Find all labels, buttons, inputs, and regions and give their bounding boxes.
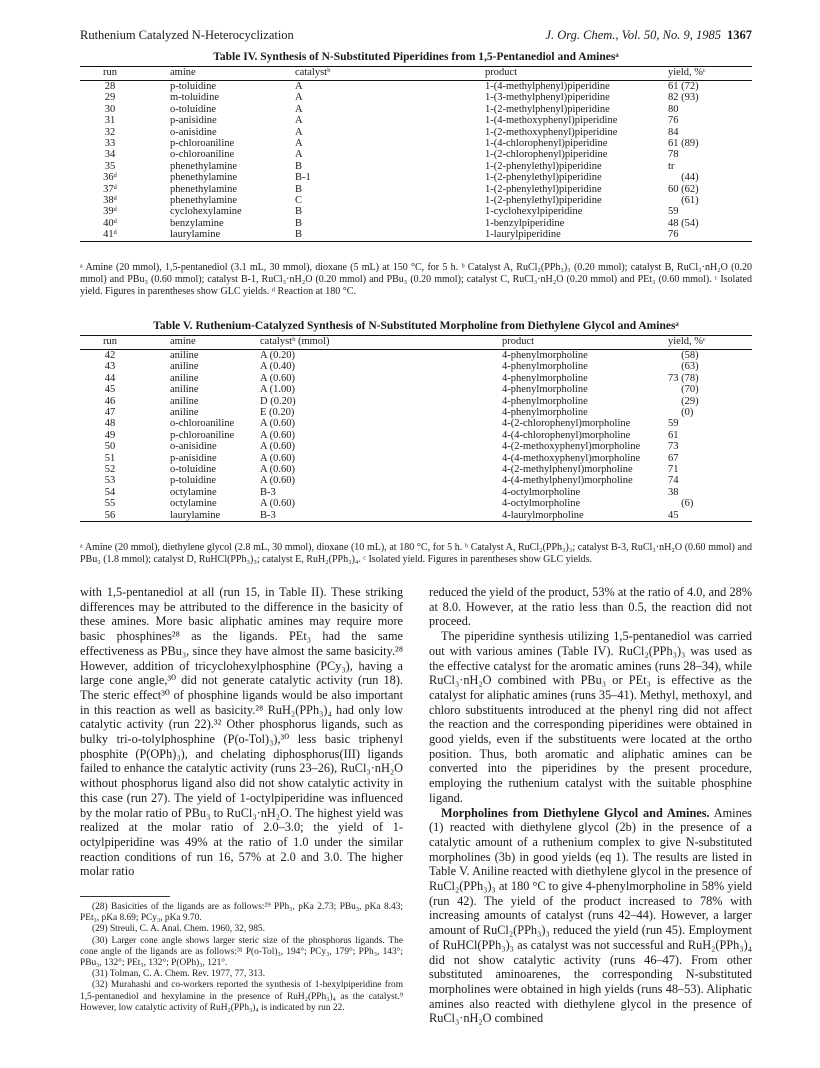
amine-cell: phenethylamine [170, 183, 238, 195]
amine-cell: p-toluidine [170, 81, 217, 92]
product-cell: 1-(4-methylphenyl)piperidine [485, 81, 610, 92]
amine-cell: aniline [170, 350, 199, 361]
table5-row [80, 453, 752, 464]
table4-row [80, 195, 752, 206]
reference-31: (31) Tolman, C. A. Chem. Rev. 1977, 77, 313. [92, 969, 266, 980]
run-cell: 47 [104, 407, 116, 419]
run-cell: 43 [104, 361, 116, 373]
table5-header-product: product [432, 336, 650, 350]
table5-row [80, 384, 752, 395]
product-cell: 1-(4-methoxyphenyl)piperidine [485, 115, 618, 127]
right-paragraph-3-text: Amines (1) reacted with diethylene glycol (2b) in the presence of a catalytic amount of a ruthenium complex to give N-substituted morpholines (3b) in good yields (eq 1). The results are listed in Table V. Aniline reacted with diethylene glycol in the presence of RuCl₂(PPh₃)₃ at 180 °C to give 4-phenylmorpholine in 58% yield (run 42). The yield of the product increased to 78% with increasing amounts of catalyst (runs 42–44). However, a larger amount of RuCl₂(PPh₃)₃ reduced the yield (run 45). Employment of RuHCl(PPh₃)₃ as catalyst was not successful and RuH₂(PPh₃)₄ did not show catalytic activity (runs 46–47). From other substituted aminoarenes, the corresponding N-substituted morpholines were obtained in high yields (runs 48–53). Aliphatic amines also reacted with diethylene glycol in the presence of RuCl₃·nH₂O combined [429, 805, 752, 1026]
table5-row [80, 498, 752, 509]
product-cell: 1-laurylpiperidine [435, 229, 650, 241]
run-cell: 36ᵈ [103, 172, 117, 184]
table5-row [80, 441, 752, 452]
table5-row [80, 510, 752, 522]
catalyst-cell: A [295, 138, 303, 150]
table5-row [80, 487, 752, 498]
table5-header-run: run [80, 336, 140, 350]
catalyst-cell: A (0.60) [260, 498, 295, 510]
run-cell: 31 [104, 115, 116, 127]
amine-cell: octylamine [170, 498, 217, 510]
run-cell: 33 [104, 138, 116, 150]
yield-cell: (6) [668, 498, 694, 510]
product-cell: 4-phenylmorpholine [502, 384, 588, 396]
amine-cell: o-anisidine [170, 126, 217, 138]
table4-row [80, 172, 752, 183]
amine-cell: p-chloroaniline [170, 429, 235, 441]
yield-cell: 74 [668, 475, 679, 487]
table4-header-amine: amine [140, 67, 285, 81]
yield-cell: 45 [650, 510, 752, 522]
product-cell: 4-(2-chlorophenyl)morpholine [502, 418, 631, 430]
table5-row [80, 373, 752, 384]
run-cell: 56 [80, 510, 140, 522]
run-cell: 53 [104, 475, 116, 487]
table4 [80, 66, 752, 242]
table5-row [80, 361, 752, 372]
table5-header-row [80, 336, 752, 350]
catalyst-cell: A (0.60) [260, 452, 295, 464]
table4-header-product: product [435, 67, 650, 81]
table5-row [80, 464, 752, 475]
yield-cell: (61) [668, 195, 699, 207]
amine-cell: aniline [170, 395, 199, 407]
table5-caption: Table V. Ruthenium-Catalyzed Synthesis of N-Substituted Morpholine from Diethylene Glycol and Aminesᵃ [153, 320, 679, 332]
yield-cell: 76 [668, 115, 679, 127]
yield-cell: 61 (89) [668, 138, 699, 150]
yield-cell: 71 [668, 464, 679, 476]
catalyst-cell: A [295, 115, 303, 127]
product-cell: 4-(2-methoxyphenyl)morpholine [502, 441, 641, 453]
yield-cell: 73 [668, 441, 679, 453]
product-cell: 4-phenylmorpholine [502, 395, 588, 407]
run-cell: 40ᵈ [103, 217, 117, 229]
amine-cell: p-toluidine [170, 475, 217, 487]
catalyst-cell: A (0.60) [260, 418, 295, 430]
table4-row [80, 218, 752, 229]
run-cell: 49 [104, 429, 116, 441]
table4-row [80, 229, 752, 241]
table5-row [80, 475, 752, 486]
product-cell: 4-laurylmorpholine [432, 510, 650, 522]
amine-cell: p-anisidine [170, 452, 217, 464]
run-cell: 41ᵈ [80, 229, 140, 241]
run-cell: 45 [104, 384, 116, 396]
catalyst-cell: A (0.60) [260, 372, 295, 384]
table5-row [80, 396, 752, 407]
product-cell: 1-benzylpiperidine [485, 217, 565, 229]
table4-body [80, 81, 752, 242]
references [80, 902, 403, 1014]
catalyst-cell: D (0.20) [260, 395, 296, 407]
product-cell: 1-(3-methylphenyl)piperidine [485, 92, 610, 104]
table4-row [80, 149, 752, 160]
amine-cell: aniline [170, 361, 199, 373]
table4-row [80, 206, 752, 217]
catalyst-cell: A (1.00) [260, 384, 295, 396]
amine-cell: o-anisidine [170, 441, 217, 453]
yield-cell: 73 (78) [668, 372, 699, 384]
yield-cell: 84 [668, 126, 679, 138]
run-cell: 44 [104, 372, 116, 384]
table5-header-amine: amine [140, 336, 252, 350]
table4-header-run: run [80, 67, 140, 81]
table4-header-row [80, 67, 752, 81]
catalyst-cell: B [295, 183, 303, 195]
yield-cell: 61 (72) [668, 81, 699, 92]
catalyst-cell: A (0.60) [260, 441, 295, 453]
table5-body [80, 350, 752, 522]
product-cell: 1-cyclohexylpiperidine [485, 206, 583, 218]
amine-cell: p-anisidine [170, 115, 217, 127]
yield-cell: 76 [650, 229, 752, 241]
product-cell: 4-phenylmorpholine [502, 361, 588, 373]
yield-cell: (58) [668, 350, 699, 361]
yield-cell: 60 (62) [668, 183, 699, 195]
run-cell: 29 [104, 92, 116, 104]
table5-header-yield: yield, %ᶜ [650, 336, 752, 350]
table4-row [80, 115, 752, 126]
catalyst-cell: A [295, 149, 303, 161]
yield-cell: 61 [668, 429, 679, 441]
running-title: Ruthenium Catalyzed N-Heterocyclization [80, 28, 294, 42]
right-column [429, 585, 752, 1026]
product-cell: 4-octylmorpholine [502, 486, 581, 498]
amine-cell: aniline [170, 407, 199, 419]
amine-cell: phenethylamine [170, 160, 238, 172]
product-cell: 4-(4-chlorophenyl)morpholine [502, 429, 631, 441]
table4-header-yield: yield, %ᶜ [650, 67, 752, 81]
reference-29: (29) Streuli, C. A. Anal. Chem. 1960, 32, 985. [92, 924, 265, 935]
catalyst-cell: A (0.20) [260, 350, 295, 361]
run-cell: 32 [104, 126, 116, 138]
table4-footnote: ᵃ Amine (20 mmol), 1,5-pentanediol (3.1 mL, 30 mmol), dioxane (5 mL) at 150 °C, for 5 h. ᵇ Catalyst A, RuCl₂(PPh₃)₃ (0.20 mmol); catalyst B, RuCl₃·nH₂O (0.20 mmol) and PBu₃ (0.60 mmol); catalyst B-1, RuCl₃·nH₂O (0.20 mmol) and PBu₃ (0.20 mmol); catalyst C, RuCl₃·nH₂O (0.20 mmol) and PEt₃ (0.60 mmol). ᶜ Isolated yield. Figures in parentheses show GLC yields. ᵈ Reaction at 180 °C. [80, 262, 752, 297]
catalyst-cell: E (0.20) [260, 407, 295, 419]
run-cell: 51 [104, 452, 116, 464]
yield-cell: (70) [668, 384, 699, 396]
reference-28: (28) Basicities of the ligands are as follows:²⁹ PPh₃, pKa 2.73; PBu₃, pKa 8.43; PEt₃, pKa 8.69; PCy₃, pKa 9.70. [80, 902, 403, 924]
table5-row [80, 407, 752, 418]
yield-cell: 67 [668, 452, 679, 464]
product-cell: 1-(2-phenylethyl)piperidine [485, 160, 602, 172]
reference-30: (30) Larger cone angle shows larger steric size of the phosphorus ligands. The cone angle of the ligands are as follows:³¹ P(o-Tol)₃, 194°; PCy₃, 179°; PPh₃, 143°; PBu₃, 132°; PEt₃, 132°; P(OPh)₃, 121°. [80, 935, 403, 969]
table4-row [80, 92, 752, 103]
yield-cell: 78 [668, 149, 679, 161]
table4-row [80, 104, 752, 115]
run-cell: 46 [104, 395, 116, 407]
catalyst-cell: B-3 [260, 486, 276, 498]
catalyst-cell: A [295, 103, 303, 115]
catalyst-cell: A [295, 126, 303, 138]
amine-cell: cyclohexylamine [170, 206, 242, 218]
yield-cell: 59 [668, 206, 679, 218]
table5-row [80, 350, 752, 362]
amine-cell: octylamine [170, 486, 217, 498]
run-cell: 48 [104, 418, 116, 430]
run-cell: 52 [104, 464, 116, 476]
product-cell: 4-octylmorpholine [502, 498, 581, 510]
table4-row [80, 127, 752, 138]
yield-cell: 59 [668, 418, 679, 430]
product-cell: 4-(2-methylphenyl)morpholine [502, 464, 633, 476]
yield-cell: 80 [668, 103, 679, 115]
page-number: 1367 [727, 28, 752, 42]
amine-cell: o-chloroaniline [170, 418, 235, 430]
amine-cell: o-toluidine [170, 103, 217, 115]
amine-cell: m-toluidine [170, 92, 219, 104]
run-cell: 50 [104, 441, 116, 453]
yield-cell: tr [668, 160, 675, 172]
table4-row [80, 184, 752, 195]
yield-cell: 38 [668, 486, 679, 498]
run-cell: 54 [104, 486, 116, 498]
run-cell: 39ᵈ [103, 206, 117, 218]
catalyst-cell: B [295, 160, 303, 172]
yield-cell: 82 (93) [668, 92, 699, 104]
amine-cell: o-toluidine [170, 464, 217, 476]
product-cell: 4-phenylmorpholine [502, 372, 588, 384]
catalyst-cell: A (0.40) [260, 361, 295, 373]
catalyst-cell: A (0.60) [260, 475, 295, 487]
catalyst-cell: B-1 [295, 172, 311, 184]
running-header [80, 28, 752, 44]
product-cell: 4-(4-methoxyphenyl)morpholine [502, 452, 641, 464]
product-cell: 1-(2-phenylethyl)piperidine [485, 172, 602, 184]
run-cell: 34 [104, 149, 116, 161]
amine-cell: o-chloroaniline [170, 149, 235, 161]
catalyst-cell: B [285, 229, 435, 241]
amine-cell: phenethylamine [170, 195, 238, 207]
right-paragraph-2: The piperidine synthesis utilizing 1,5-pentanediol was carried out with various amines (Table IV). RuCl₂(PPh₃)₃ was used as the effective catalyst for the aromatic amines (runs 28–34), while RuCl₃·nH₂O combined with PBu₃ or PEt₃ is effective as the catalyst for aliphatic amines (runs 35–41). Methyl, methoxyl, and chloro substituents introduced at the phenyl ring did not affect the reaction and the corresponding piperidines were obtained in good yields, even if the substituents were located at the ortho position. Thus, both aromatic and aliphatic amines can be converted into the piperidines by the present procedure, employing the ruthenium catalyst with the suitable phosphine ligand. [429, 629, 752, 805]
table4-row [80, 138, 752, 149]
run-cell: 38ᵈ [103, 195, 117, 207]
amine-cell: p-chloroaniline [170, 138, 235, 150]
amine-cell: benzylamine [170, 217, 224, 229]
amine-cell: laurylamine [140, 510, 252, 522]
yield-cell: (44) [668, 172, 699, 184]
yield-cell: (29) [668, 395, 699, 407]
product-cell: 4-phenylmorpholine [502, 350, 588, 361]
table5-footnote: ᵃ Amine (20 mmol), diethylene glycol (2.8 mL, 30 mmol), dioxane (10 mL), at 180 °C, for 5 h. ᵇ Catalyst A, RuCl₂(PPh₃)₃; catalyst B-3, RuCl₃·nH₂O (0.60 mmol) and PBu₃ (1.8 mmol); catalyst D, RuHCl(PPh₃)₃; catalyst E, RuH₂(PPh₃)₄. ᶜ Isolated yield. Figures in parentheses show GLC yields. [80, 542, 752, 565]
catalyst-cell: A (0.60) [260, 429, 295, 441]
product-cell: 1-(4-chlorophenyl)piperidine [485, 138, 608, 150]
yield-cell: (0) [668, 407, 694, 419]
product-cell: 1-(2-phenylethyl)piperidine [485, 195, 602, 207]
table4-row [80, 161, 752, 172]
run-cell: 37ᵈ [103, 183, 117, 195]
journal-name: J. Org. Chem., Vol. 50, No. 9, 1985 [545, 28, 721, 42]
reference-32: (32) Murahashi and co-workers reported the synthesis of 1-hexylpiperidine from 1,5-pentanediol and hexylamine in the presence of RuH₂(PPh₃)₄ as the catalyst.⁹ However, low catalytic activity of RuH₂(PPh₃)₄ is indicated by run 22. [80, 980, 403, 1013]
catalyst-cell: C [295, 195, 303, 207]
left-paragraph-1: with 1,5-pentanediol at all (run 15, in Table II). These striking differences may be attributed to the difference in the basicity of these amines. More basic aliphatic amines may require more basic phosphines²⁸ as the ligands. PEt₃ had the same effectiveness as PBu₃, since they have almost the same basicity.²⁸ However, addition of tricyclohexylphosphine (PCy₃), having a large cone angle,³⁰ did not generate catalytic activity (run 18). The steric effect³⁰ of phosphine ligands would be also important in this reaction as well as basicity.²⁸ RuH₂(PPh₃)₄ had only low catalytic activity (run 22).³² Other phosphorus ligands, such as bulky tri-o-tolylphosphine (P(o-Tol)₃),³⁰ less basic triphenyl phosphite (P(OPh)₃), and chelating diphosphorus(III) ligands failed to enhance the catalytic activity (runs 23–26), RuCl₃·nH₂O without phosphorus ligand also did not show catalytic activity in this case (run 27). The yield of 1-octylpiperidine was influenced by the molar ratio of PBu₃ to RuCl₃·nH₂O. The highest yield was realized at the molar ratio of 2.0–3.0; the yield of 1-octylpiperidine was 49% at the ratio of 1.0 under the similar reaction conditions of run 16, 57% at 2.0 and 3.0. The higher molar ratio [80, 585, 403, 879]
run-cell: 30 [104, 103, 116, 115]
table5-row [80, 418, 752, 429]
right-paragraph-3 [429, 806, 752, 1027]
table5-row [80, 430, 752, 441]
left-column [80, 585, 403, 879]
catalyst-cell: B [295, 206, 303, 218]
table4-header-catalyst: catalystᵇ [285, 67, 435, 81]
catalyst-cell: B-3 [252, 510, 432, 522]
yield-cell: (63) [668, 361, 699, 373]
footnote-divider [80, 896, 170, 897]
amine-cell: phenethylamine [170, 172, 238, 184]
amine-cell: aniline [170, 384, 199, 396]
catalyst-cell: A (0.60) [260, 464, 295, 476]
product-cell: 4-(4-methylphenyl)morpholine [502, 475, 633, 487]
yield-cell: 48 (54) [668, 217, 699, 229]
catalyst-cell: A [295, 81, 303, 92]
product-cell: 1-(2-methoxyphenyl)piperidine [485, 126, 618, 138]
run-cell: 35 [104, 160, 116, 172]
journal-citation [545, 28, 752, 43]
run-cell: 55 [104, 498, 116, 510]
run-cell: 42 [104, 350, 116, 361]
catalyst-cell: B [295, 217, 303, 229]
amine-cell: laurylamine [140, 229, 285, 241]
run-cell: 28 [104, 81, 116, 92]
product-cell: 1-(2-phenylethyl)piperidine [485, 183, 602, 195]
table5-header-catalyst: catalystᵇ (mmol) [252, 336, 432, 350]
table4-caption: Table IV. Synthesis of N-Substituted Piperidines from 1,5-Pentanediol and Aminesᵃ [213, 51, 619, 63]
catalyst-cell: A [295, 92, 303, 104]
product-cell: 1-(2-chlorophenyl)piperidine [485, 149, 608, 161]
right-paragraph-1: reduced the yield of the product, 53% at the ratio of 4.0, and 28% at 8.0. However, at the ratio less than 0.5, the reaction did not proceed. [429, 585, 752, 629]
table5 [80, 335, 752, 522]
product-cell: 1-(2-methylphenyl)piperidine [485, 103, 610, 115]
product-cell: 4-phenylmorpholine [502, 407, 588, 419]
amine-cell: aniline [170, 372, 199, 384]
section-heading: Morpholines from Diethylene Glycol and Amines. [441, 805, 710, 820]
table4-row [80, 81, 752, 93]
